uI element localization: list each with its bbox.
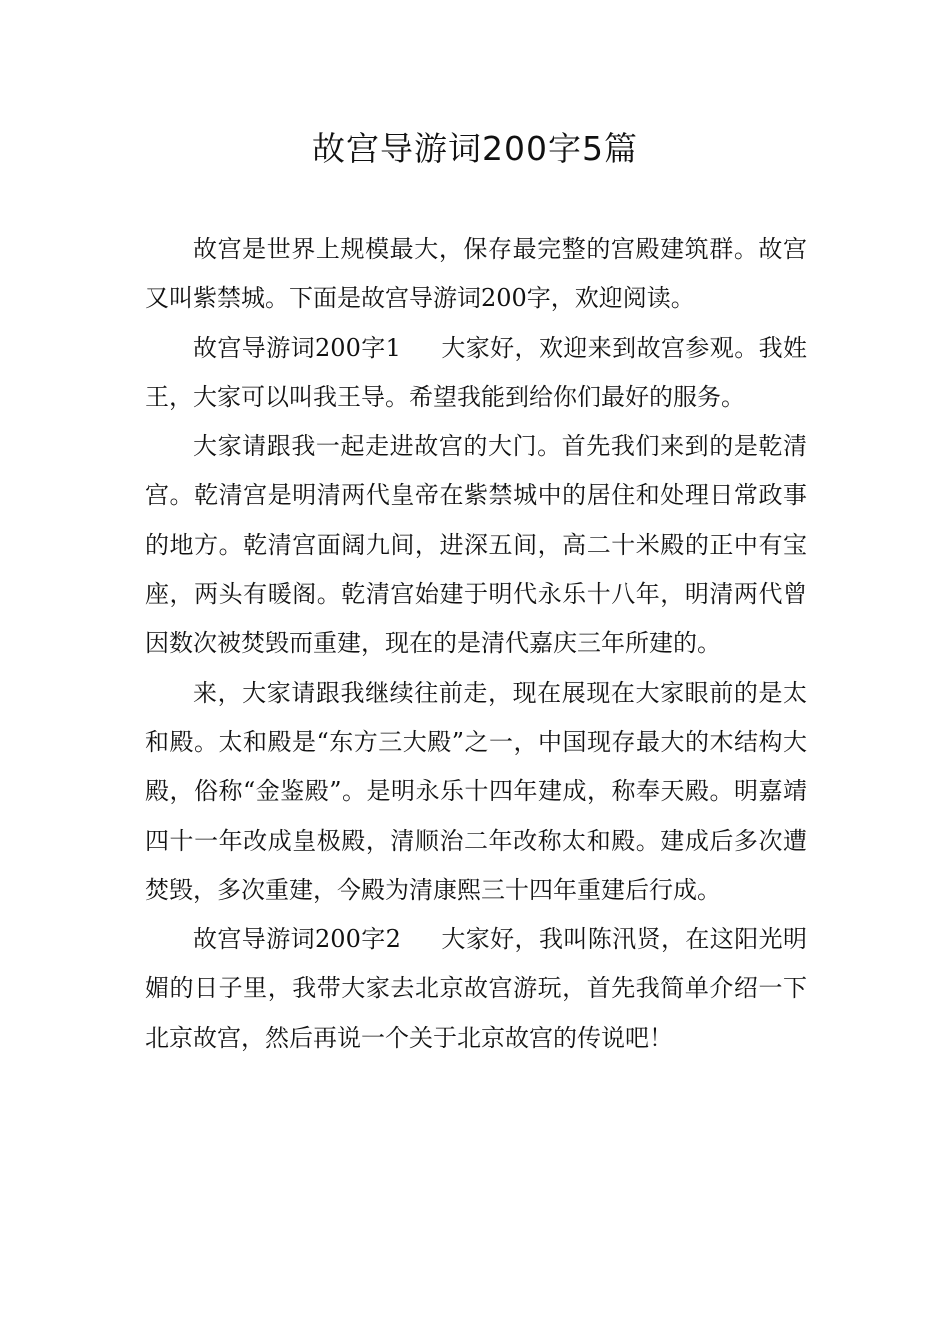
paragraph-section-2 [145,915,807,1063]
document-title: 故宫导游词200字5篇 [312,129,638,168]
document-body [145,225,807,1063]
paragraph-text: 大家好，欢迎来到故宫参观。我姓王，大家可以叫我王导。希望我能到给你们最好的服务。 [145,333,808,411]
paragraph-intro [145,225,807,324]
paragraph-section-1 [145,324,807,423]
section-heading: 故宫导游词200字1 [193,333,401,362]
paragraph-text: 来，大家请跟我继续往前走，现在展现在大家眼前的是太和殿。太和殿是“东方三大殿”之一，中国现存最大的木结构大殿，俗称“金鉴殿”。是明永乐十四年建成，称奉天殿。明嘉靖四十一年改成皇极殿，清顺治二年改称太和殿。建成后多次遭焚毁，多次重建，今殿为清康熙三十四年重建后行成。 [145,678,807,904]
paragraph-taihe-hall [145,669,807,915]
section-heading: 故宫导游词200字2 [193,925,401,954]
paragraph-text: 大家好，我叫陈汛贤，在这阳光明媚的日子里，我带大家去北京故宫游玩，首先我简单介绍一下北京故宫，然后再说一个关于北京故宫的传说吧！ [145,925,808,1052]
paragraph-qianqing-palace [145,422,807,668]
paragraph-text: 大家请跟我一起走进故宫的大门。首先我们来到的是乾清宫。乾清宫是明清两代皇帝在紫禁城中的居住和处理日常政事的地方。乾清宫面阔九间，进深五间，高二十米殿的正中有宝座，两头有暖阁。乾清宫始建于明代永乐十八年，明清两代曾因数次被焚毁而重建，现在的是清代嘉庆三年所建的。 [145,432,807,658]
paragraph-text: 故宫是世界上规模最大，保存最完整的宫殿建筑群。故宫又叫紫禁城。下面是故宫导游词200字，欢迎阅读。 [145,235,807,313]
